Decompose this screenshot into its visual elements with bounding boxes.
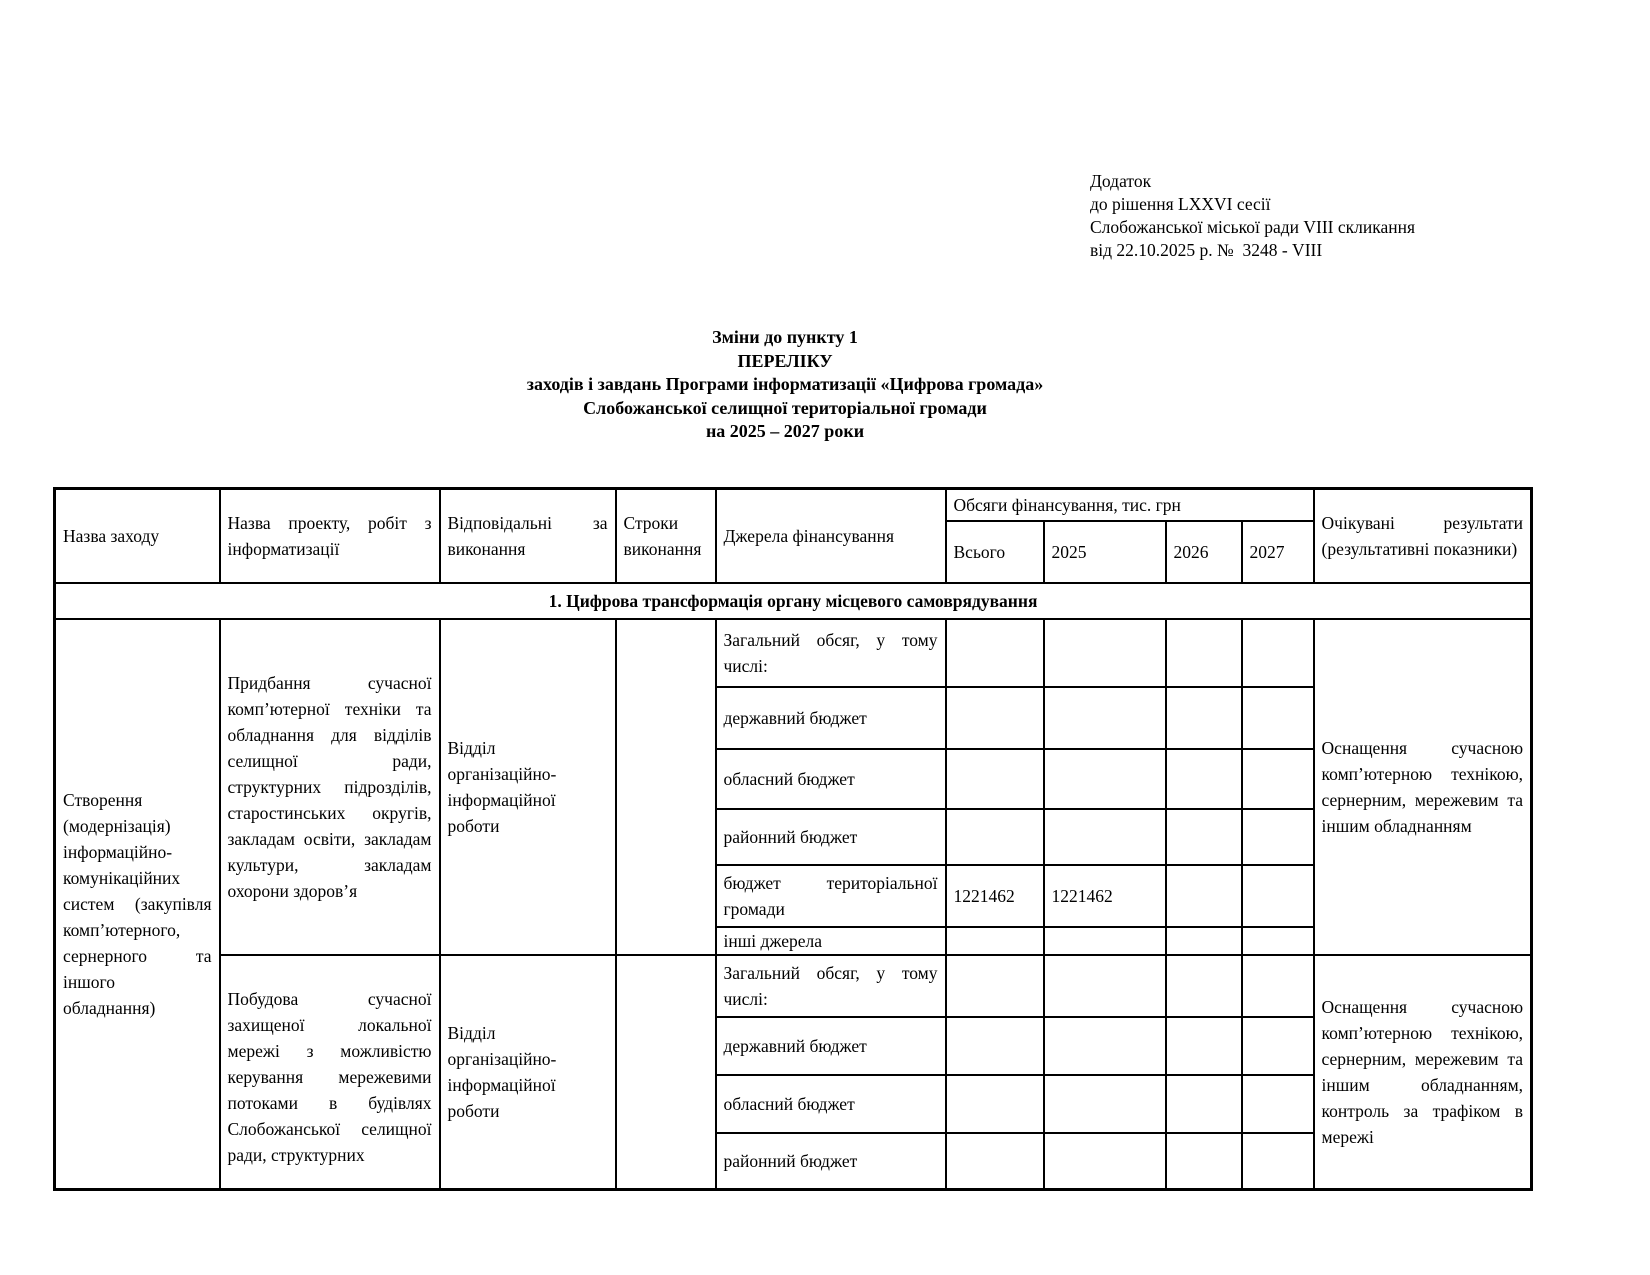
funding-value [946,1133,1044,1189]
funding-value [1044,687,1166,749]
funding-label: інші джерела [716,927,946,955]
title-line-2: ПЕРЕЛІКУ [737,350,833,371]
section-row [55,583,1532,619]
funding-value [946,1017,1044,1075]
funding-value [1044,927,1166,955]
funding-value [1044,1017,1166,1075]
funding-value: 1221462 [946,865,1044,927]
funding-value [1166,1075,1242,1133]
funding-label: Загальний обсяг, у тому числі: [716,955,946,1017]
funding-value [1044,1075,1166,1133]
funding-value [1166,687,1242,749]
header-year-2026: 2026 [1166,521,1242,583]
title-line-4: Слобожанської селищної територіальної громади [583,397,987,418]
funding-label: бюджет територіальної громади [716,865,946,927]
funding-value [1242,865,1314,927]
funding-value [946,619,1044,687]
header-year-2025: 2025 [1044,521,1166,583]
funding-label: районний бюджет [716,1133,946,1189]
funding-value [1242,1017,1314,1075]
funding-value [946,749,1044,809]
title-line-1: Зміни до пункту 1 [712,327,858,347]
expected-results-cell-1: Оснащення сучасною комп’ютерною технікою, сернерним, мережевим та іншим обладнанням [1314,619,1532,955]
funding-value [1166,619,1242,687]
document-title [53,326,1517,444]
title-line-5: на 2025 – 2027 роки [705,421,865,441]
funding-value [946,955,1044,1017]
funding-label: державний бюджет [716,687,946,749]
responsible-cell-2: Відділ організаційно-інформаційної роботи [440,955,616,1189]
funding-value [1242,619,1314,687]
header-terms: Строки виконання [616,489,716,584]
header-responsible: Відповідальні за виконання [440,489,616,584]
funding-value [1242,927,1314,955]
funding-value [946,927,1044,955]
funding-label: обласний бюджет [716,749,946,809]
funding-value [1044,955,1166,1017]
funding-value [1242,955,1314,1017]
funding-value [1166,809,1242,865]
section-title: 1. Цифрова трансформація органу місцевого самоврядування [55,583,1532,619]
funding-value [1242,1133,1314,1189]
funding-value [1166,1133,1242,1189]
project-cell-1: Придбання сучасної комп’ютерної техніки та обладнання для відділів селищної ради, структурних підрозділів, старостинських округів, закладам освіти, закладам культури, закладам охорони здоров’я [220,619,440,955]
funding-value [1044,619,1166,687]
expected-results-cell-2: Оснащення сучасною комп’ютерною технікою, сернерним, мережевим та іншим обладнанням, контроль за трафіком в мережі [1314,955,1532,1189]
funding-value [1242,687,1314,749]
header-measure: Назва заходу [55,489,220,584]
appendix-line-2: до рішення LXXVI сесії [1090,194,1271,214]
header-total: Всього [946,521,1044,583]
funding-label: державний бюджет [716,1017,946,1075]
funding-value: 1221462 [1044,865,1166,927]
appendix-line-1: Додаток [1090,171,1152,191]
terms-cell-2 [616,955,716,1189]
appendix-note [1090,170,1415,262]
responsible-cell-1: Відділ організаційно-інформаційної роботи [440,619,616,955]
appendix-line-4: від 22.10.2025 р. № 3248 - VIII [1090,240,1323,260]
measure-cell: Створення (модернізація) інформаційно-комунікаційних систем (закупівля комп’ютерного, сернерного та іншого обладнання) [55,619,220,1189]
funding-value [946,1075,1044,1133]
funding-value [1166,749,1242,809]
header-project: Назва проекту, робіт з інформатизації [220,489,440,584]
funding-value [1044,1133,1166,1189]
funding-value [946,687,1044,749]
funding-value [1166,955,1242,1017]
terms-cell-1 [616,619,716,955]
table-header-row-1 [55,489,1532,522]
funding-label: Загальний обсяг, у тому числі: [716,619,946,687]
header-funding-group: Обсяги фінансування, тис. грн [946,489,1314,522]
funding-value [1044,809,1166,865]
funding-value [946,809,1044,865]
funding-value [1242,809,1314,865]
funding-value [1166,1017,1242,1075]
title-line-3: заходів і завдань Програми інформатизації «Цифрова громада» [526,374,1044,394]
project-cell-2: Побудова сучасної захищеної локальної мережі з можливістю керування мережевими потоками в будівлях Слобожанської селищної ради, структурних [220,955,440,1189]
appendix-line-3: Слобожанської міської ради VIII скликання [1090,217,1416,237]
funding-row [55,619,1532,687]
header-year-2027: 2027 [1242,521,1314,583]
program-changes-table [53,487,1533,1191]
funding-value [1044,749,1166,809]
header-funding-sources: Джерела фінансування [716,489,946,584]
funding-row [55,955,1532,1017]
funding-label: обласний бюджет [716,1075,946,1133]
funding-value [1166,927,1242,955]
header-expected-results: Очікувані результати (результативні показники) [1314,489,1532,584]
funding-value [1242,749,1314,809]
funding-label: районний бюджет [716,809,946,865]
funding-value [1242,1075,1314,1133]
funding-value [1166,865,1242,927]
